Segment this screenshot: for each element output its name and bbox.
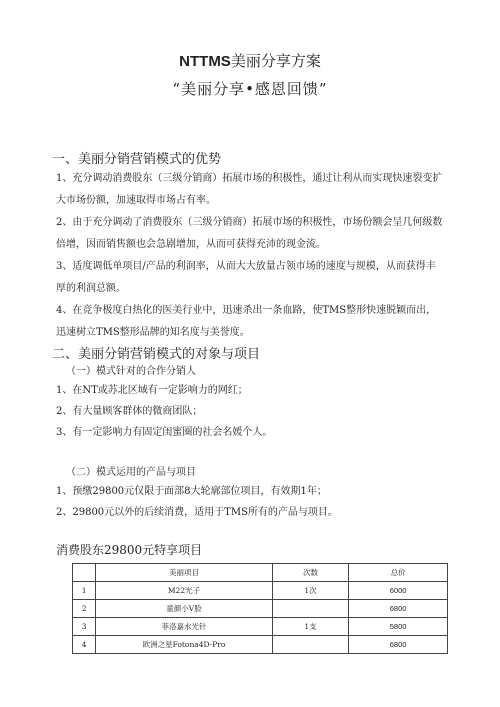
table-row (73, 618, 448, 636)
row-project: 童颜小V脸 (96, 600, 272, 618)
project-table (72, 563, 448, 654)
row-count (272, 600, 349, 618)
title-chinese: 美丽分享方案 (230, 52, 321, 70)
row-total: 6800 (349, 636, 448, 654)
row-total: 6000 (349, 582, 448, 600)
row-count (272, 636, 349, 654)
section-1-item-4: 4、在竞争极度白热化的医美行业中，迅速杀出一条血路，使TMS整形快速脱颖而出，迅速树立TMS整形品牌的知名度与美誉度。 (56, 305, 437, 338)
section-1-item-2: 2、由于充分调动了消费股东（三级分销商）拓展市场的积极性，市场份额会呈几何级数倍增，因而销售额也会急剧增加，从而可获得充沛的现金流。 (56, 217, 443, 250)
row-project: 菲洛嘉水光针 (96, 618, 272, 636)
section-2-heading: 二、美丽分销营销模式的对象与项目 (52, 347, 261, 362)
section-2-sub-1-item-2: 2、有大量顾客群体的微商团队； (56, 406, 203, 417)
row-count: 1次 (272, 582, 349, 600)
section-2-sub-1-item-3: 3、有一定影响力有固定闺蜜圈的社会名媛个人。 (56, 427, 273, 438)
section-1-item-1: 1、充分调动消费股东（三级分销商）拓展市场的积极性，通过让利从而实现快速裂变扩大市场份额，加速取得市场占有率。 (56, 173, 443, 206)
row-no: 2 (73, 600, 96, 618)
row-no: 3 (73, 618, 96, 636)
row-no: 1 (73, 582, 96, 600)
document-subtitle: “美丽分享•感恩回馈” (172, 80, 328, 98)
row-total: 5800 (349, 618, 448, 636)
section-1-heading: 一、美丽分销营销模式的优势 (52, 152, 222, 167)
section-1-item-3: 3、适度调低单项目/产品的利润率，从而大大放量占领市场的速度与规模，从而获得丰厚的利润总额。 (56, 261, 436, 294)
section-2-sub-1: （一）模式针对的合作分销人 (66, 366, 196, 377)
section-2-sub-2-item-1: 1、预缴29800元仅限于面部8大轮廓部位项目，有效期1年； (56, 486, 327, 497)
header-project: 美丽项目 (96, 564, 272, 582)
section-2-sub-2: （二）模式运用的产品与项目 (66, 467, 196, 478)
row-total: 6800 (349, 600, 448, 618)
header-total: 总价 (349, 564, 448, 582)
document-title (0, 50, 500, 71)
row-project: 欧洲之星Fotona4D-Pro (96, 636, 272, 654)
header-no (73, 564, 96, 582)
title-latin: NTTMS (179, 53, 231, 70)
section-2-sub-2-item-2: 2、29800元以外的后续消费，适用于TMS所有的产品与项目。 (56, 507, 338, 518)
row-count: 1支 (272, 618, 349, 636)
section-2-sub-1-item-1: 1、在NT或苏北区域有一定影响力的网红； (56, 385, 248, 396)
row-project: M22光子 (96, 582, 272, 600)
table-row (73, 582, 448, 600)
table-row (73, 600, 448, 618)
table-row (73, 636, 448, 654)
row-no: 4 (73, 636, 96, 654)
table-header-row (73, 564, 448, 582)
table-title: 消费股东29800元特享项目 (56, 543, 203, 557)
header-count: 次数 (272, 564, 349, 582)
